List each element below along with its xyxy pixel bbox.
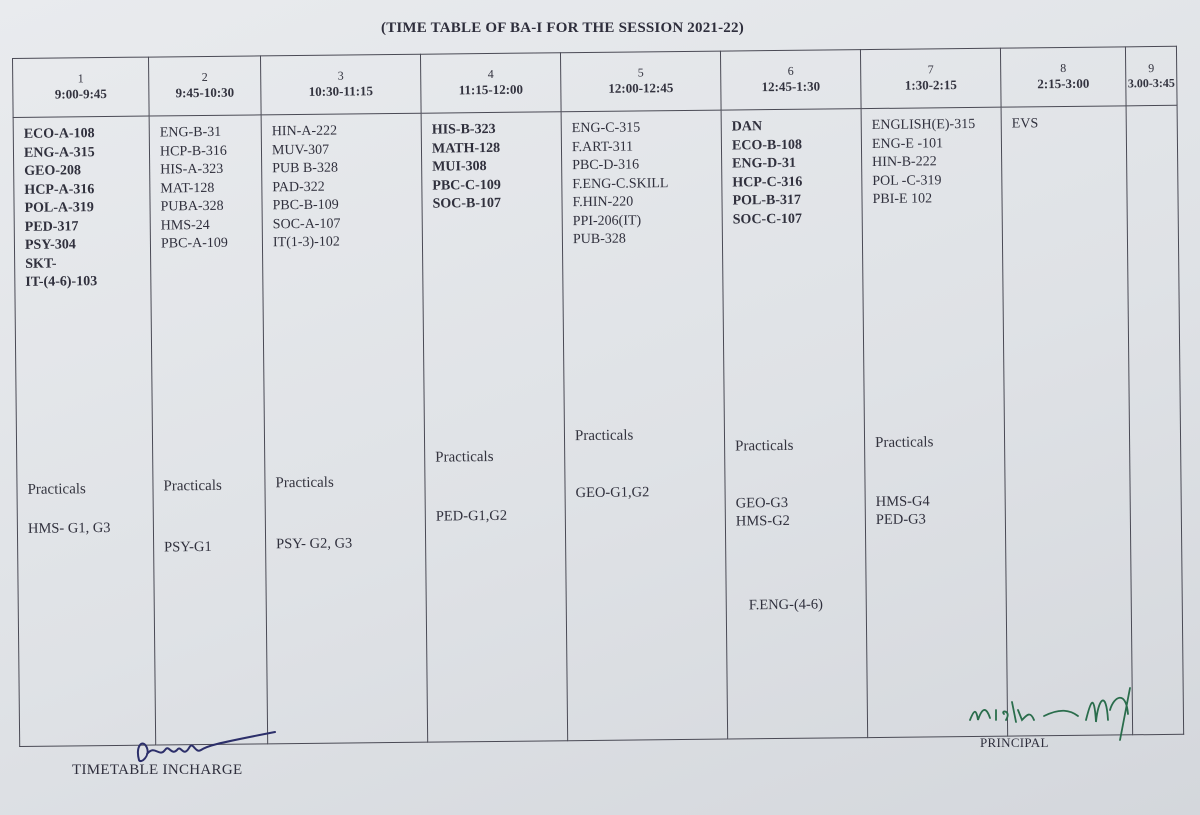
lecture-list: DAN ECO-B-108 ENG-D-31 HCP-C-316 POL-B-317 SOC-C-107 [731, 119, 803, 227]
principal-label: PRINCIPAL [980, 735, 1049, 750]
period-cell-6 [721, 109, 868, 739]
page-title: (TIME TABLE OF BA-I FOR THE SESSION 2021-22) [381, 20, 744, 36]
period-header-4: 4 11:15-12:00 [420, 53, 561, 113]
period-cell-1 [13, 116, 156, 746]
lecture-list: ECO-A-108 ENG-A-315 GEO-208 HCP-A-316 POL-A-319 PED-317 PSY-304 SKT- IT-(4-6)-103 [23, 126, 98, 290]
lecture-list: ENGLISH(E)-315 ENG-E -101 HIN-B-222 POL -C-319 PBI-E 102 [871, 116, 976, 207]
period-header-5: 5 12:00-12:45 [560, 51, 721, 112]
practicals-label: Practicals [874, 434, 934, 451]
period-header-2: 2 9:45-10:30 [148, 56, 261, 116]
period-header-8: 8 2:15-3:00 [1000, 47, 1126, 107]
practicals-label: Practicals [735, 437, 794, 455]
practical-list: GEO-G3 HMS-G2 [735, 494, 790, 530]
lecture-list: ENG-C-315 F.ART-311 PBC-D-316 F.ENG-C.SKILL F.HIN-220 PPI-206(IT) PUB-328 [571, 120, 669, 248]
period-cell-9 [1126, 105, 1184, 734]
practical-list: HMS- G1, G3 [27, 519, 111, 537]
practicals-label: Practicals [275, 474, 334, 492]
period-header-7: 7 1:30-2:15 [860, 48, 1001, 108]
period-header-6: 6 12:45-1:30 [720, 50, 861, 110]
period-cell-3 [261, 113, 428, 744]
period-cell-4 [421, 112, 568, 742]
lecture-list: HIS-B-323 MATH-128 MUI-308 PBC-C-109 SOC-B-107 [431, 121, 502, 212]
timetable [12, 46, 1184, 747]
extra-entry: F.ENG-(4-6) [748, 596, 824, 614]
practical-list: HMS-G4 PED-G3 [875, 493, 930, 528]
lecture-list: ENG-B-31 HCP-B-316 HIS-A-323 MAT-128 PUBA-328 HMS-24 PBC-A-109 [159, 124, 228, 252]
practicals-label: Practicals [163, 477, 222, 495]
schedule-row [13, 105, 1184, 746]
practicals-label: Practicals [27, 481, 86, 498]
period-header-3: 3 10:30-11:15 [260, 54, 421, 115]
lecture-list: EVS [1011, 116, 1039, 132]
practical-list: PED-G1,G2 [435, 507, 508, 525]
period-header-1: 1 9:00-9:45 [13, 57, 150, 117]
period-cell-7 [861, 107, 1008, 737]
practical-list: GEO-G1,G2 [575, 484, 650, 502]
incharge-label: TIMETABLE INCHARGE [72, 762, 243, 778]
period-cell-5 [561, 110, 728, 741]
practical-list: PSY-G1 [164, 538, 212, 556]
practical-list: PSY- G2, G3 [276, 535, 353, 553]
practicals-label: Practicals [574, 427, 634, 445]
period-header-9: 9 3.00-3:45 [1125, 46, 1177, 106]
period-cell-8 [1001, 106, 1133, 736]
lecture-list: HIN-A-222 MUV-307 PUB B-328 PAD-322 PBC-B-109 SOC-A-107 IT(1-3)-102 [271, 123, 341, 251]
practicals-label: Practicals [435, 448, 494, 466]
period-cell-2 [149, 115, 268, 745]
